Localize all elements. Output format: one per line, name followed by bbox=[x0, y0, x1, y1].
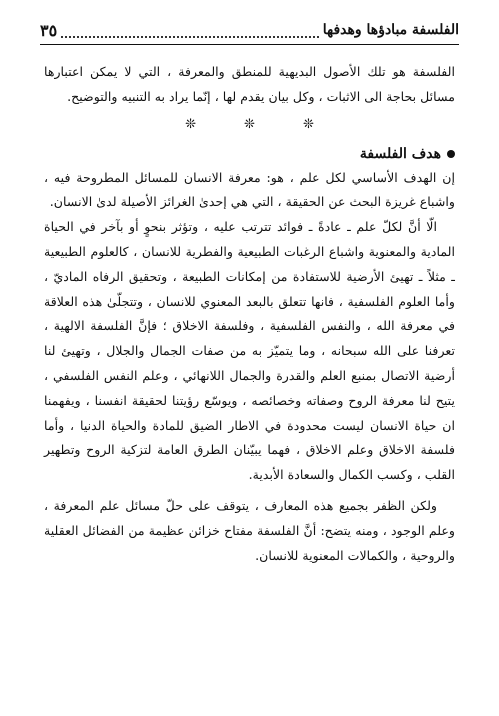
separator-star-icon: ❊ bbox=[185, 116, 197, 132]
body-paragraph: ولكن الظفر بجميع هذه المعارف ، يتوقف على حلّ مسائل علم المعرفة ، وعلم الوجود ، ومنه يتضح: أنَّ الفلسفة مفتاح خزائن عظيمة من الفضائل العقلية والروحية ، والكمالات المعنوية للانسان. bbox=[44, 497, 455, 563]
section-separator bbox=[44, 114, 455, 136]
intro-paragraph: الفلسفة هو تلك الأصول البديهية للمنطق والمعرفة ، التي لا يمكن اعتبارها مسائل بحاجة الى الاثبات ، وكل بيان يقدم لها ، إنّما يراد به التنبيه والتوضيح. bbox=[44, 64, 455, 104]
body-paragraph: إن الهدف الأساسي لكل علم ، هو: معرفة الانسان للمسائل المطروحة فيه ، واشباع غريزة البحث عن الحقيقة ، التي هي إحدىٰ الغرائز الأصيلة لدىٰ الانسان. bbox=[44, 169, 455, 210]
body-paragraph: الّا أنَّ لكلّ علم ـ عادةً ـ فوائد تترتب عليه ، وتؤثر بنحوٍ أو بآخر في الحياة المادية والمعنوية واشباع الرغبات الطبيعية والفطرية للانسان ، كالعلوم الطبيعية ـ مثلاً ـ تهيئ الأرضية للاستفادة من إمكانات الطبيعة ، وتحقيق الرفاه الماديّ ، وأما العلوم الفلسفية ، فانها تتعلق بالبعد المعنوي للانسان ، وتتجلّىٰ هذه العلاقة في معرفة الله ، والنفس الفلسفية ، وفلسفة الاخلاق ؛ فإنَّ الفلسفة الالهية ، تعرفنا على الله سبحانه ، وما يتميّز به من صفات الجمال والجلال ، وتهيئ لنا أرضية الاتصال بمنبع العلم والقدرة والجمال اللانهائي ، وعلم النفس الفلسفي ، يتيح لنا معرفة الروح وصفاته وخصائصه ، ويوسّع رؤيتنا لحقيقة انفسنا ، ويفهمنا ان حياة الانسان ليست محدودة في الاطار الضيق للمادة والحياة الدنيا ، وأما فلسفة الاخلاق وعلم الاخلاق ، فهما يبيّنان الطرق العامة لتزكية الروح وتطهير القلب ، وكسب الكمال والسعادة الأبدية. bbox=[44, 219, 455, 483]
section-heading-text: هدف الفلسفة bbox=[359, 145, 441, 162]
page-number: ٣٥ bbox=[40, 20, 58, 40]
separator-star-icon: ❊ bbox=[302, 116, 314, 132]
running-title: الفلسفة مبادؤها وهدفها bbox=[322, 22, 459, 38]
separator-star-icon: ❊ bbox=[244, 116, 255, 132]
section-heading bbox=[44, 142, 455, 166]
dot-leader bbox=[61, 22, 319, 38]
page-body bbox=[44, 60, 455, 568]
running-header bbox=[40, 16, 459, 45]
bullet-icon bbox=[447, 150, 455, 158]
